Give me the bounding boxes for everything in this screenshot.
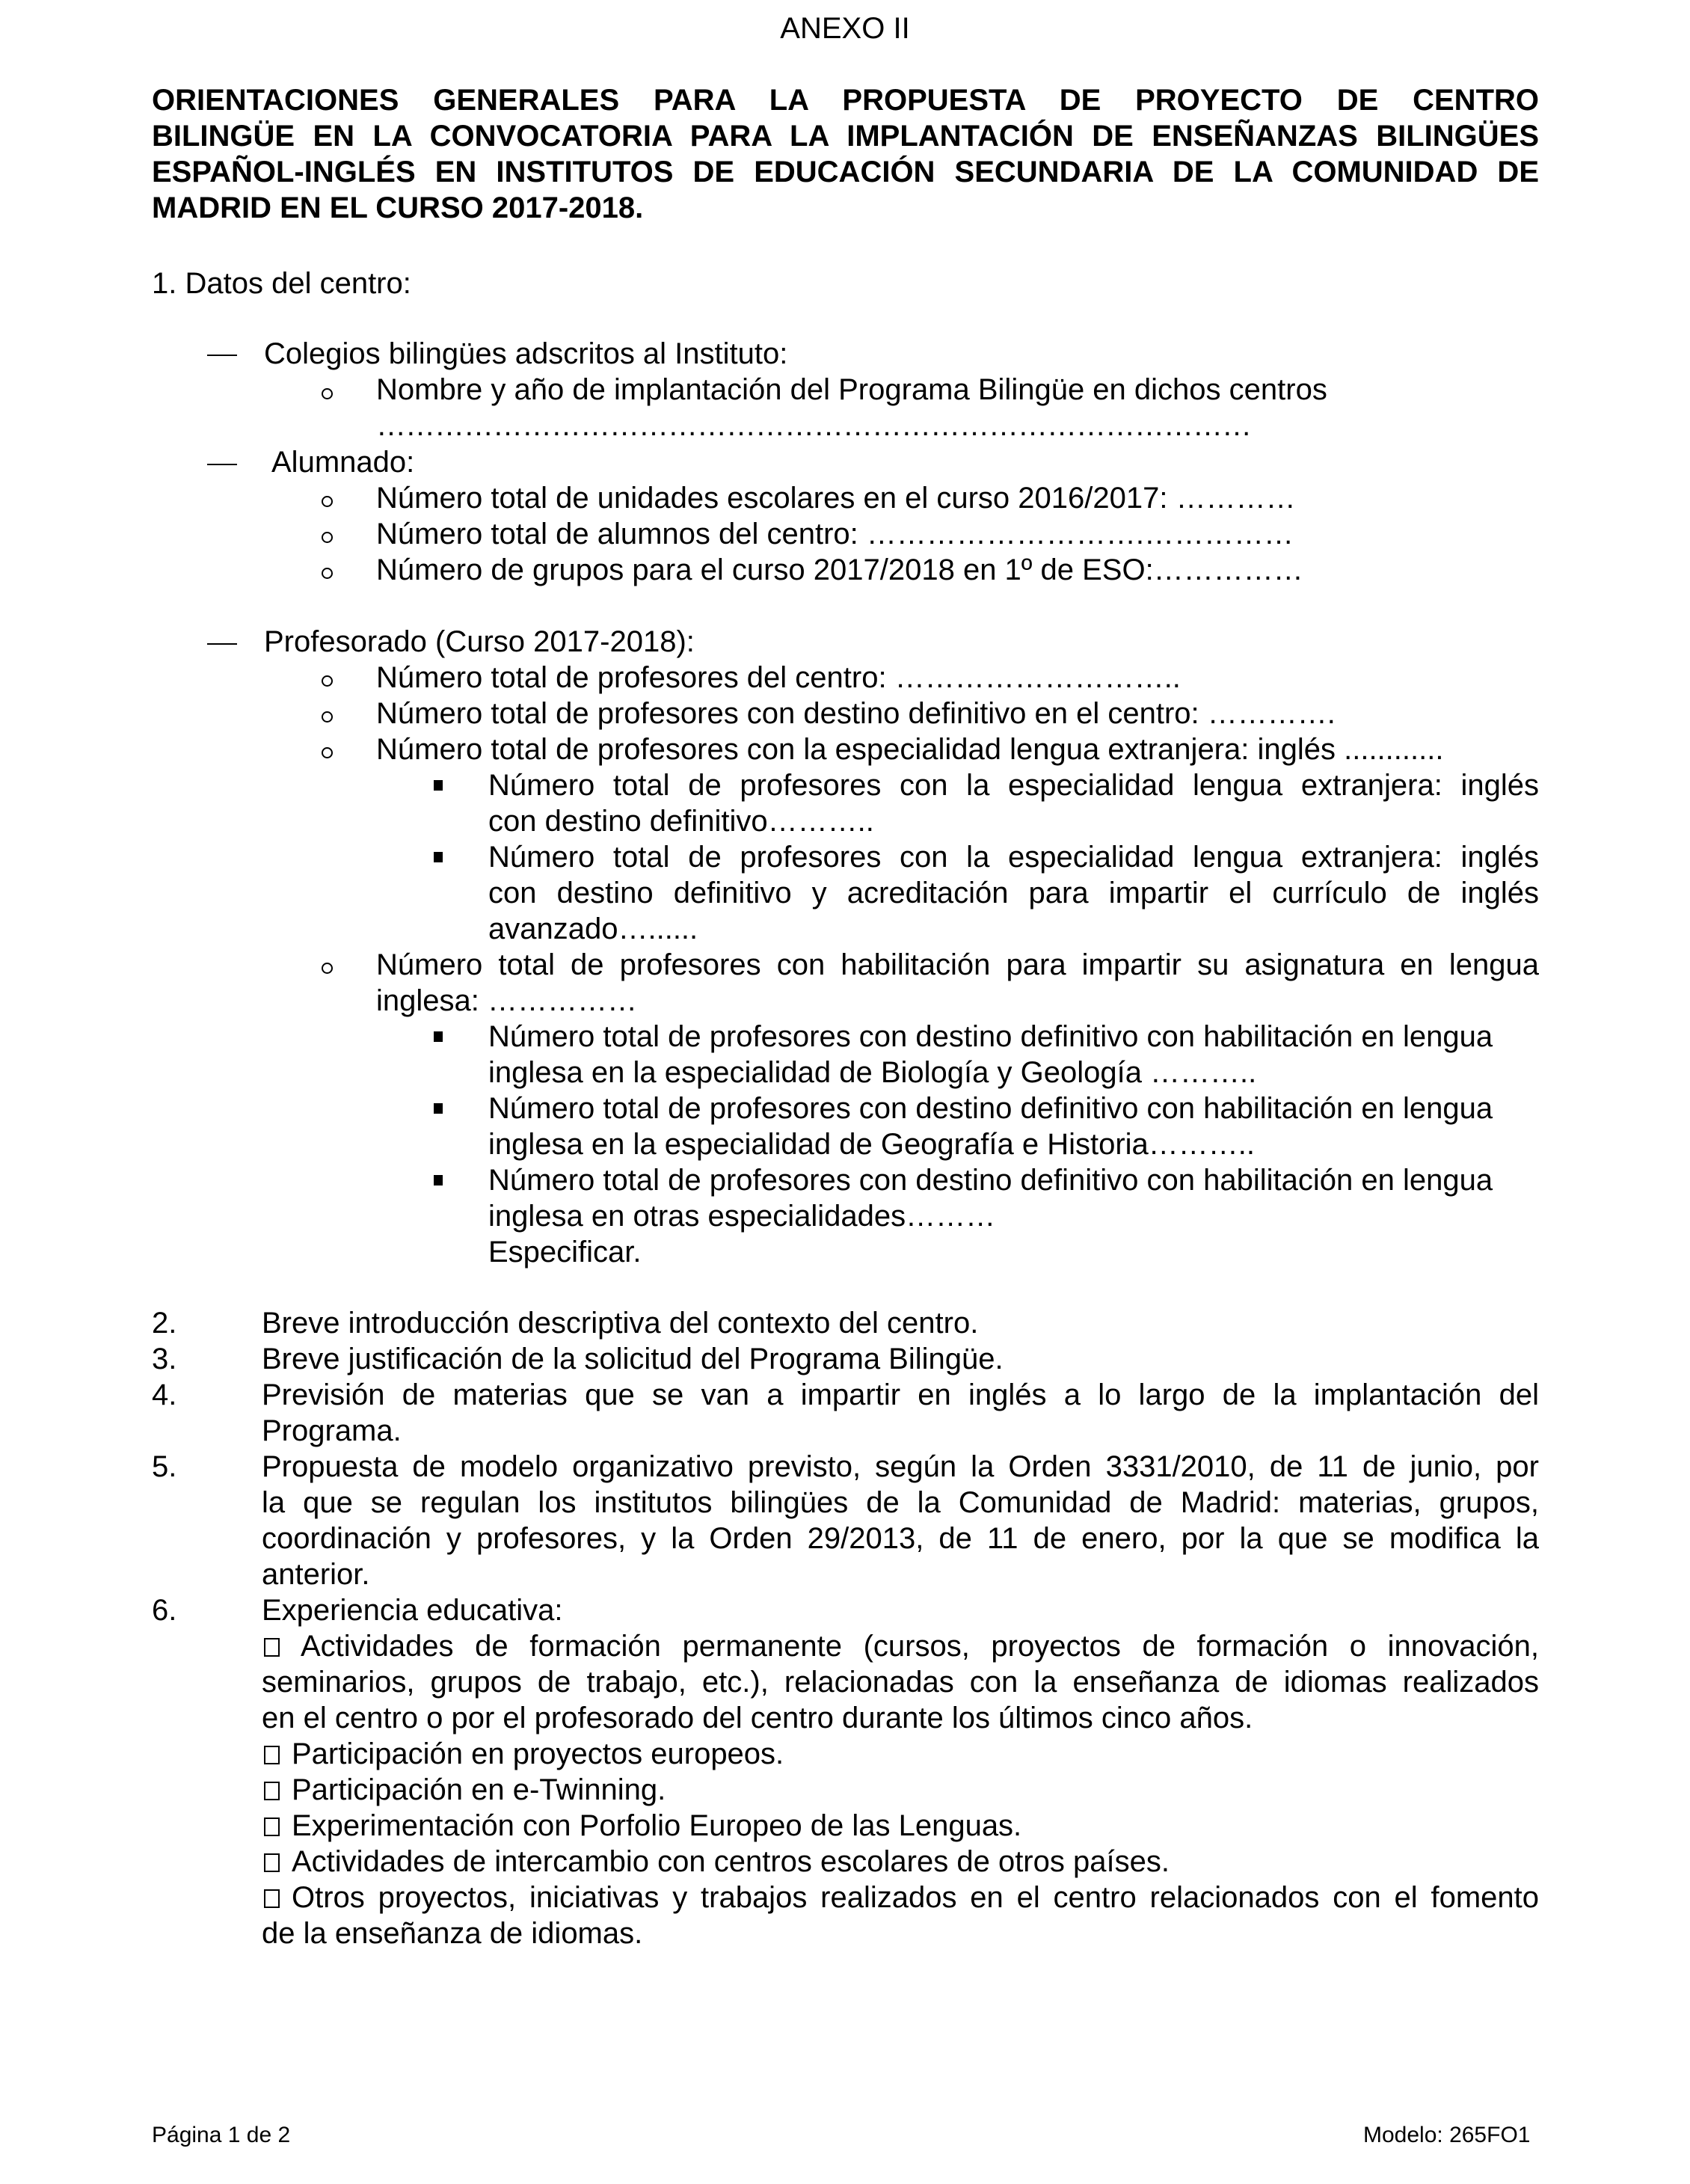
profesorado-item: Número total de profesores con la especialidad lengua extranjera: inglés ............ [376,733,1444,766]
circle-bullet-icon [322,568,333,579]
alumnado-item: Número de grupos para el curso 2017/2018 en 1º de ESO:…………… [376,553,1303,586]
document-title-line-1: ORIENTACIONES GENERALES PARA LA PROPUESTA DE PROYECTO DE CENTRO [152,84,1539,117]
ingles-subitem-line: con destino definitivo y acreditación para impartir el currículo de inglés [488,877,1539,910]
experiencia-item-line: Otros proyectos, iniciativas y trabajos realizados en el centro relacionados con el fomento [292,1881,1539,1914]
section-1-heading: 1. Datos del centro: [152,267,411,300]
page-number: Página 1 de 2 [152,2123,291,2147]
model-code: Modelo: 265FO1 [1363,2123,1531,2147]
em-dash-icon [207,464,237,465]
square-bullet-icon [434,1031,443,1042]
section-6-text: Experiencia educativa: [262,1594,563,1627]
section-3-text: Breve justificación de la solicitud del Programa Bilingüe. [262,1343,1004,1375]
experiencia-item-line: Actividades de intercambio con centros escolares de otros países. [292,1845,1170,1878]
colegios-item: Nombre y año de implantación del Programa Bilingüe en dichos centros [376,373,1327,406]
experiencia-item-line: Actividades de formación permanente (cursos, proyectos de formación o innovación, [301,1630,1539,1663]
profesorado-item: Número total de profesores del centro: ……………………….. [376,661,1181,694]
circle-bullet-icon [322,963,333,974]
experiencia-item-line: seminarios, grupos de trabajo, etc.), relacionadas con la enseñanza de idiomas realizados [262,1666,1539,1699]
experiencia-item-line: Participación en e-Twinning. [292,1773,666,1806]
experiencia-item-line: Experimentación con Porfolio Europeo de las Lenguas. [292,1809,1022,1842]
section-5-number: 5. [152,1450,177,1483]
em-dash-icon [207,643,237,645]
checkbox-icon [264,1889,280,1908]
checkbox-icon [264,1782,280,1800]
experiencia-item-line: en el centro o por el profesorado del centro durante los últimos cinco años. [262,1702,1253,1734]
annex-label: ANEXO II [780,12,910,45]
experiencia-item-line: de la enseñanza de idiomas. [262,1917,643,1950]
section-5-text: coordinación y profesores, y la Orden 29/2013, de 11 de enero, por la que se modifica la [262,1522,1539,1555]
square-bullet-icon [434,852,443,862]
checkbox-icon [264,1853,280,1872]
circle-bullet-icon [322,711,333,723]
section-5-text: anterior. [262,1558,370,1591]
habilitacion-subitem-line: Número total de profesores con destino definitivo con habilitación en lengua [488,1020,1493,1053]
document-title-line-2: BILINGÜE EN LA CONVOCATORIA PARA LA IMPLANTACIÓN DE ENSEÑANZAS BILINGÜES [152,120,1539,153]
colegios-dots-line: ……………………………………………………………………………… [376,409,1251,442]
habilitacion-item-line: inglesa: …………… [376,984,637,1017]
section-4-text: Programa. [262,1414,402,1447]
section-2-number: 2. [152,1307,177,1340]
document-title-line-3: ESPAÑOL-INGLÉS EN INSTITUTOS DE EDUCACIÓN SECUNDARIA DE LA COMUNIDAD DE [152,156,1539,188]
alumnado-item: Número total de unidades escolares en el curso 2016/2017: ………… [376,482,1296,515]
alumnado-label: Alumnado: [271,446,415,479]
profesorado-label: Profesorado (Curso 2017-2018): [264,625,695,658]
ingles-subitem-line: Número total de profesores con la especialidad lengua extranjera: inglés [488,769,1539,802]
document-title-line-4: MADRID EN EL CURSO 2017-2018. [152,191,644,224]
checkbox-icon [264,1638,280,1657]
checkbox-icon [264,1818,280,1836]
colegios-label: Colegios bilingües adscritos al Instituto: [264,337,788,370]
alumnado-item: Número total de alumnos del centro: ……………………….…………… [376,518,1294,550]
habilitacion-item-line: Número total de profesores con habilitación para impartir su asignatura en lengua [376,948,1539,981]
checkbox-icon [264,1746,280,1764]
circle-bullet-icon [322,675,333,687]
habilitacion-subitem-line: Número total de profesores con destino definitivo con habilitación en lengua [488,1092,1493,1125]
ingles-subitem-line: avanzado…...... [488,912,698,945]
circle-bullet-icon [322,496,333,507]
section-5-text: la que se regulan los institutos bilingües de la Comunidad de Madrid: materias, grupos, [262,1486,1539,1519]
experiencia-item-line: Participación en proyectos europeos. [292,1737,784,1770]
section-2-text: Breve introducción descriptiva del contexto del centro. [262,1307,979,1340]
section-3-number: 3. [152,1343,177,1375]
habilitacion-subitem-line: Número total de profesores con destino definitivo con habilitación en lengua [488,1164,1493,1197]
square-bullet-icon [434,1103,443,1114]
section-6-number: 6. [152,1594,177,1627]
circle-bullet-icon [322,388,333,399]
circle-bullet-icon [322,532,333,543]
habilitacion-subitem-line: inglesa en la especialidad de Geografía e Historia……….. [488,1128,1255,1161]
habilitacion-specify: Especificar. [488,1236,642,1269]
square-bullet-icon [434,780,443,791]
square-bullet-icon [434,1175,443,1185]
circle-bullet-icon [322,747,333,758]
habilitacion-subitem-line: inglesa en otras especialidades……… [488,1200,996,1233]
profesorado-item: Número total de profesores con destino definitivo en el centro: …………. [376,697,1336,730]
section-4-text: Previsión de materias que se van a impartir en inglés a lo largo de la implantación del [262,1378,1539,1411]
section-5-text: Propuesta de modelo organizativo previsto, según la Orden 3331/2010, de 11 de junio, por [262,1450,1539,1483]
em-dash-icon [207,355,237,356]
ingles-subitem-line: Número total de profesores con la especialidad lengua extranjera: inglés [488,841,1539,874]
section-4-number: 4. [152,1378,177,1411]
ingles-subitem-line: con destino definitivo……….. [488,805,874,838]
habilitacion-subitem-line: inglesa en la especialidad de Biología y Geología ……….. [488,1056,1257,1089]
